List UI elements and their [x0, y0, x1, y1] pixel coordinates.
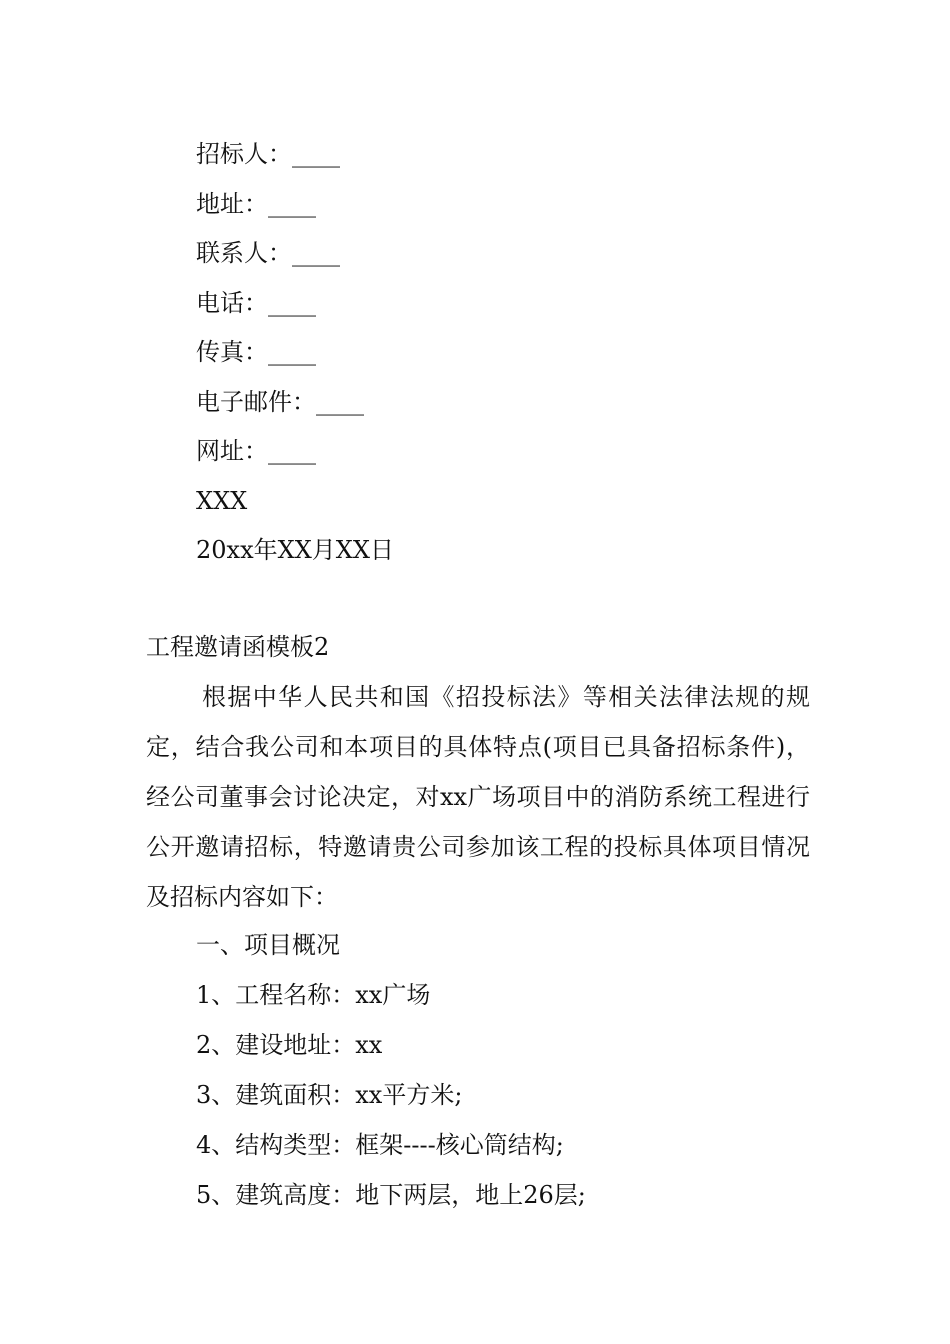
fax-line: 传真：____ — [196, 338, 316, 366]
website-line: 网址：____ — [196, 437, 316, 465]
project-overview-list — [196, 920, 586, 1220]
list-item: 3、建筑面积：xx平方米; — [196, 1081, 463, 1109]
signature-line: XXX — [196, 486, 248, 515]
list-item: 4、结构类型：框架----核心筒结构; — [196, 1131, 564, 1159]
list-item: 1、工程名称：xx广场 — [196, 981, 431, 1009]
list-item: 2、建设地址：xx — [196, 1031, 383, 1059]
contact-info-block — [196, 130, 394, 576]
phone-line: 电话：____ — [196, 288, 316, 317]
body-paragraph: 根据中华人民共和国《招投标法》等相关法律法规的规定，结合我公司和本项目的具体特点(项目已具备招标条件)，经公司董事会讨论决定，对xx广场项目中的消防系统工程进行公开邀请招标，特邀请贵公司参加该工程的投标具体项目情况及招标内容如下： — [146, 683, 810, 911]
section-title: 工程邀请函模板2 — [146, 633, 330, 661]
email-line: 电子邮件：____ — [196, 387, 364, 416]
tenderer-line: 招标人：____ — [196, 140, 340, 168]
overview-heading: 一、项目概况 — [196, 931, 340, 959]
contact-person-line: 联系人：____ — [196, 239, 340, 267]
date-line: 20xx年XX月XX日 — [196, 536, 394, 564]
list-item: 5、建筑高度：地下两层，地上26层; — [196, 1181, 586, 1209]
address-line: 地址：____ — [196, 189, 316, 218]
